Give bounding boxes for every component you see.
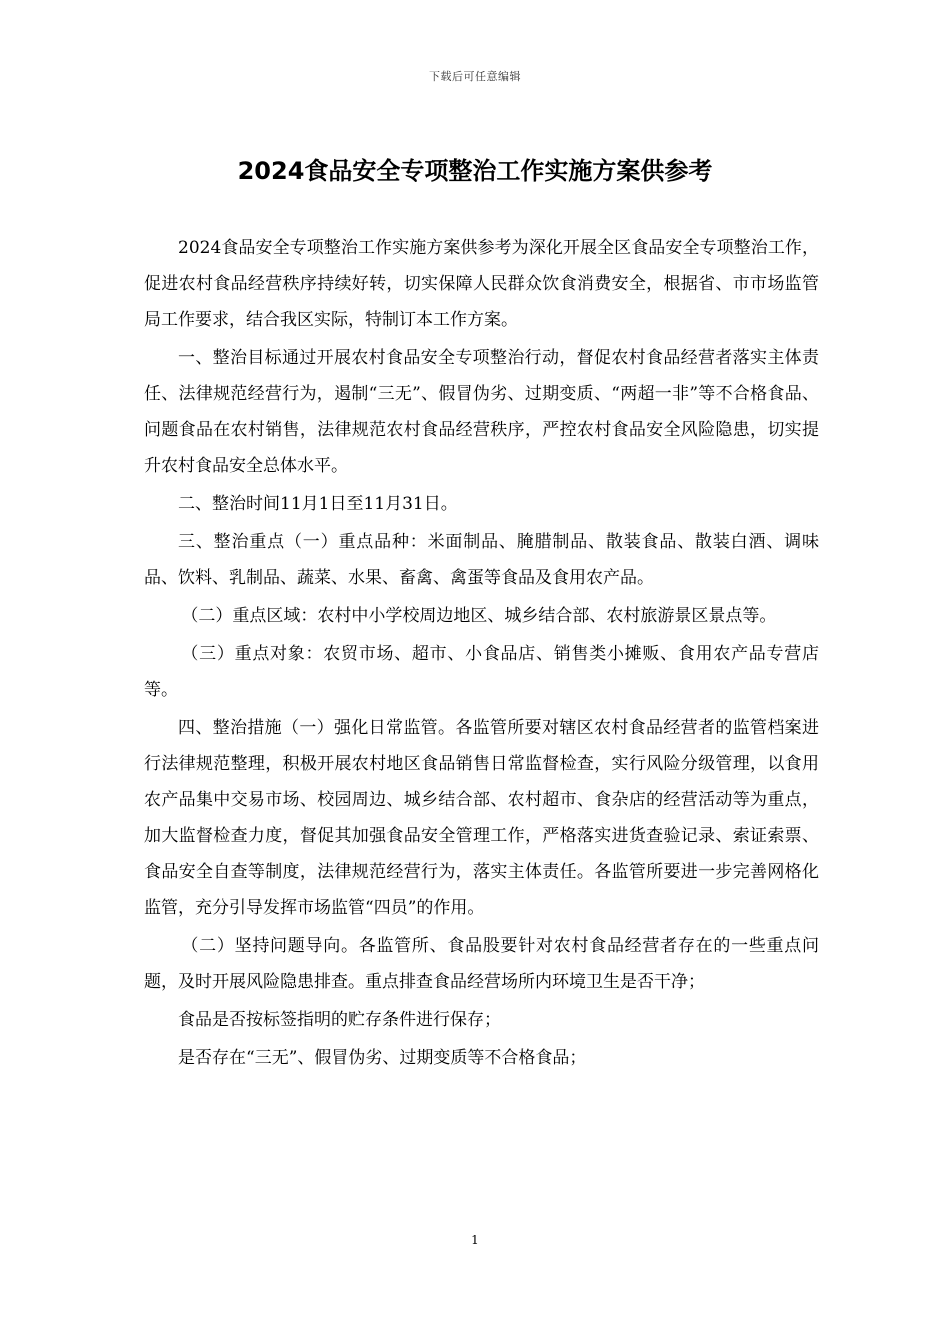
paragraph-goal: 一、整治目标通过开展农村食品安全专项整治行动，督促农村食品经营者落实主体责任、法律规范经营行为，遏制“三无”、假冒伪劣、过期变质、“两超一非”等不合格食品、问题食品在农村销售，法律规范农村食品经营秩序，严控农村食品安全风险隐患，切实提升农村食品安全总体水平。 [144, 348, 819, 476]
document-body [144, 230, 819, 1078]
document-title: 2024食品安全专项整治工作实施方案供参考 [237, 157, 713, 185]
header-note: 下载后可任意编辑 [429, 70, 521, 83]
paragraph-time: 二、整治时间11月1日至11月31日。 [178, 494, 458, 514]
paragraph-storage-check: 食品是否按标签指明的贮存条件进行保存； [178, 1010, 501, 1030]
paragraph-key-items: 三、整治重点（一）重点品种：米面制品、腌腊制品、散装食品、散装白酒、调味品、饮料、乳制品、蔬菜、水果、畜禽、禽蛋等食品及食用农产品。 [144, 532, 819, 588]
paragraph-key-targets: （三）重点对象：农贸市场、超市、小食品店、销售类小摊贩、食用农产品专营店等。 [144, 644, 819, 700]
paragraph-nonconforming-check: 是否存在“三无”、假冒伪劣、过期变质等不合格食品； [178, 1048, 587, 1068]
paragraph-intro: 2024食品安全专项整治工作实施方案供参考为深化开展全区食品安全专项整治工作，促进农村食品经营秩序持续好转，切实保障人民群众饮食消费安全，根据省、市市场监管局工作要求，结合我区实际，特制订本工作方案。 [144, 238, 819, 330]
paragraph-key-areas: （二）重点区域：农村中小学校周边地区、城乡结合部、农村旅游景区景点等。 [181, 606, 777, 626]
paragraph-measures: 四、整治措施（一）强化日常监管。各监管所要对辖区农村食品经营者的监管档案进行法律规范整理，积极开展农村地区食品销售日常监督检查，实行风险分级管理，以食用农产品集中交易市场、校园周边、城乡结合部、农村超市、食杂店的经营活动等为重点，加大监督检查力度，督促其加强食品安全管理工作，严格落实进货查验记录、索证索票、食品安全自查等制度，法律规范经营行为，落实主体责任。各监管所要进一步完善网格化监管，充分引导发挥市场监管“四员”的作用。 [144, 718, 819, 918]
page-number: 1 [471, 1233, 479, 1247]
paragraph-problem-oriented: （二）坚持问题导向。各监管所、食品股要针对农村食品经营者存在的一些重点问题，及时开展风险隐患排查。重点排查食品经营场所内环境卫生是否干净； [144, 936, 819, 992]
